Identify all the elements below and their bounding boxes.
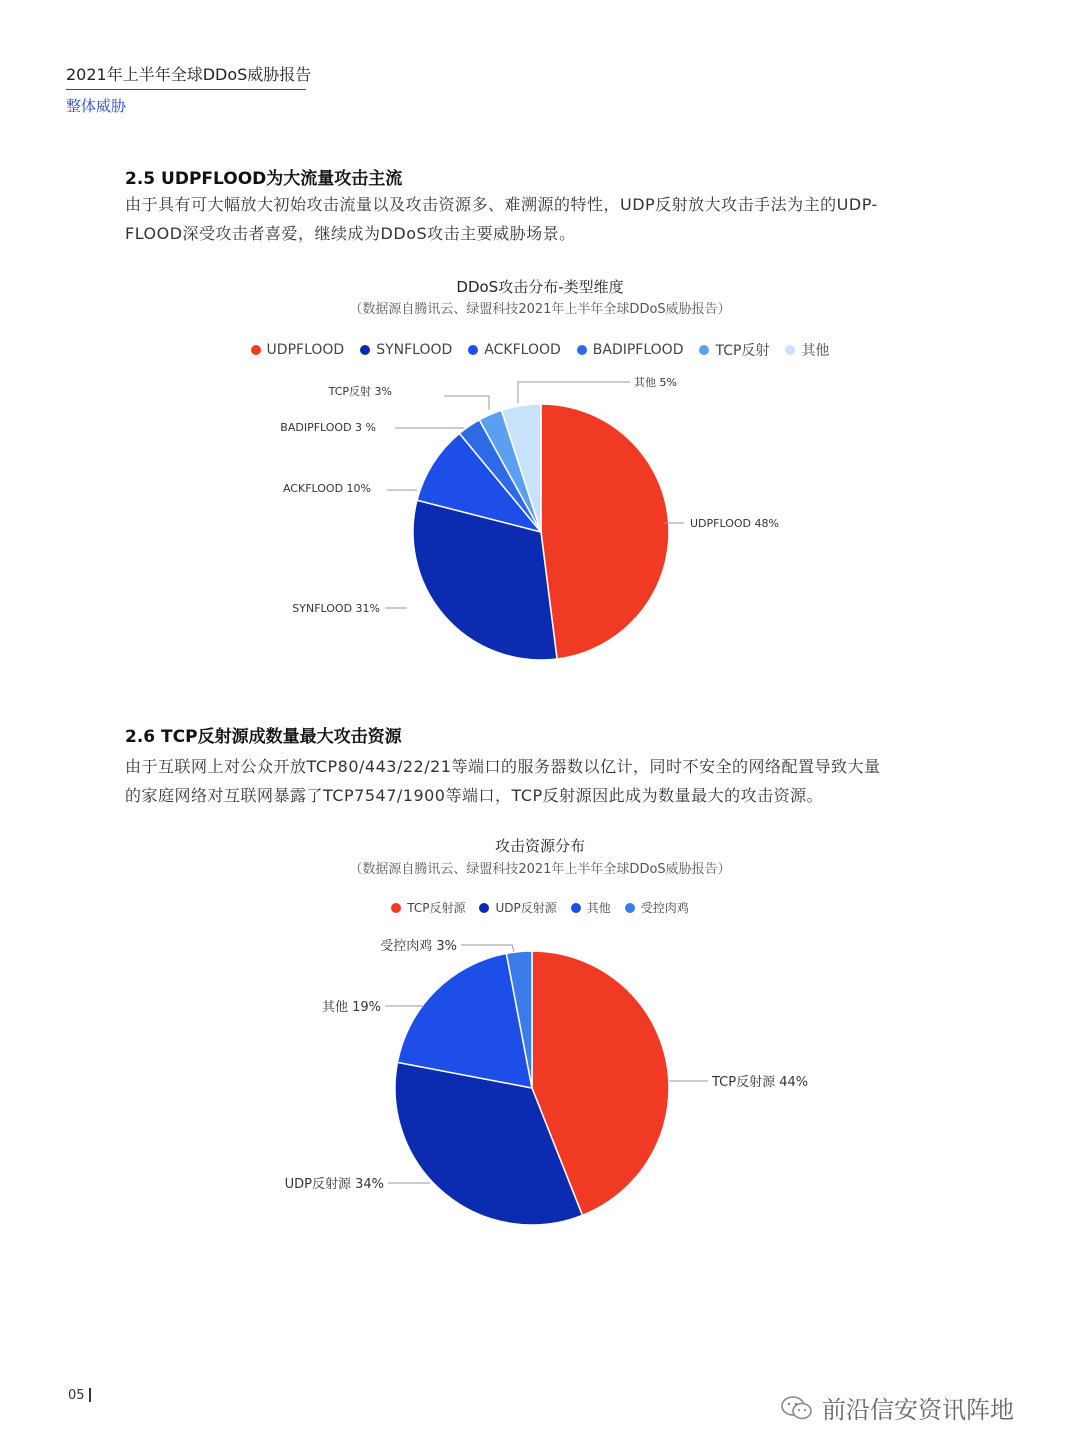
section-category: 整体威胁 bbox=[66, 97, 127, 115]
legend-item bbox=[251, 342, 345, 358]
legend-label: SYNFLOOD bbox=[376, 342, 453, 358]
legend-label: 其他 bbox=[586, 901, 611, 915]
data-label: ACKFLOOD 10% bbox=[282, 482, 371, 495]
chart1-source: （数据源自腾讯云、绿盟科技2021年上半年全球DDoS威胁报告） bbox=[349, 302, 731, 317]
chart1-legend bbox=[0, 340, 1080, 360]
legend-item bbox=[699, 340, 769, 360]
data-label: 其他 5% bbox=[634, 376, 677, 389]
watermark-text: 前沿信安资讯阵地 bbox=[822, 1396, 1014, 1424]
data-label: UDP反射源 34% bbox=[284, 1177, 384, 1192]
data-label: TCP反射源 44% bbox=[712, 1075, 809, 1090]
legend-item bbox=[360, 342, 452, 358]
paragraph-line: 由于互联网上对公众开放TCP80/443/22/21等端口的服务器数以亿计，同时不安全的网络配置导致大量 bbox=[125, 757, 881, 776]
legend-item bbox=[391, 899, 465, 916]
report-title: 2021年上半年全球DDoS威胁报告 bbox=[66, 65, 312, 84]
data-label: 受控肉鸡 3% bbox=[380, 939, 457, 954]
leader-line bbox=[444, 396, 489, 410]
legend-swatch bbox=[360, 345, 370, 355]
legend-swatch bbox=[251, 345, 261, 355]
legend-swatch bbox=[479, 903, 489, 913]
data-label: BADIPFLOOD 3 % bbox=[280, 421, 376, 434]
legend-label: UDPFLOOD bbox=[266, 342, 345, 358]
legend-label: TCP反射 bbox=[715, 343, 770, 359]
chart2-source: （数据源自腾讯云、绿盟科技2021年上半年全球DDoS威胁报告） bbox=[349, 862, 731, 877]
section-2-6-title: 2.6 TCP反射源成数量最大攻击资源 bbox=[125, 727, 402, 747]
legend-item bbox=[577, 342, 684, 358]
legend-swatch bbox=[391, 903, 401, 913]
data-label: 其他 19% bbox=[321, 1000, 381, 1015]
legend-item bbox=[625, 899, 689, 916]
chart2-pie bbox=[0, 920, 1080, 1250]
data-label: TCP反射 3% bbox=[328, 385, 392, 398]
legend-label: UDP反射源 bbox=[495, 901, 557, 915]
paragraph-line: 的家庭网络对互联网暴露了TCP7547/1900等端口，TCP反射源因此成为数量最大的攻击资源。 bbox=[125, 786, 824, 805]
legend-swatch bbox=[468, 345, 478, 355]
legend-label: 受控肉鸡 bbox=[640, 901, 689, 915]
watermark bbox=[780, 1390, 1014, 1425]
section-2-5-title: 2.5 UDPFLOOD为大流量攻击主流 bbox=[125, 169, 403, 189]
legend-label: BADIPFLOOD bbox=[592, 342, 684, 358]
legend-item bbox=[468, 342, 560, 358]
legend-label: 其他 bbox=[801, 343, 830, 359]
data-label: SYNFLOOD 31% bbox=[292, 602, 380, 615]
pie-slice bbox=[541, 404, 669, 659]
wechat-icon bbox=[780, 1395, 814, 1421]
legend-item bbox=[479, 899, 556, 916]
paragraph-line: FLOOD深受攻击者喜爱，继续成为DDoS攻击主要威胁场景。 bbox=[125, 224, 576, 243]
legend-label: TCP反射源 bbox=[407, 901, 466, 915]
header-divider bbox=[66, 89, 306, 90]
chart2-legend bbox=[0, 899, 1080, 916]
data-label: UDPFLOOD 48% bbox=[690, 517, 779, 530]
legend-item bbox=[571, 899, 611, 916]
legend-swatch bbox=[699, 345, 709, 355]
legend-swatch bbox=[625, 903, 635, 913]
section-2-6-paragraph bbox=[125, 752, 985, 810]
leader-line bbox=[461, 945, 514, 952]
legend-swatch bbox=[571, 903, 581, 913]
section-2-5-paragraph bbox=[125, 190, 985, 248]
chart1-pie bbox=[0, 360, 1080, 680]
legend-item bbox=[785, 340, 829, 360]
paragraph-line: 由于具有可大幅放大初始攻击流量以及攻击资源多、难溯源的特性，UDP反射放大攻击手法为主的UDP- bbox=[125, 195, 878, 214]
chart2-title: 攻击资源分布 bbox=[494, 837, 585, 855]
page-number: 05 bbox=[68, 1388, 85, 1403]
legend-label: ACKFLOOD bbox=[484, 342, 561, 358]
chart1-title: DDoS攻击分布-类型维度 bbox=[456, 278, 624, 296]
leader-line bbox=[518, 382, 630, 403]
legend-swatch bbox=[785, 345, 795, 355]
legend-swatch bbox=[577, 345, 587, 355]
page-number-bar bbox=[89, 1388, 91, 1402]
